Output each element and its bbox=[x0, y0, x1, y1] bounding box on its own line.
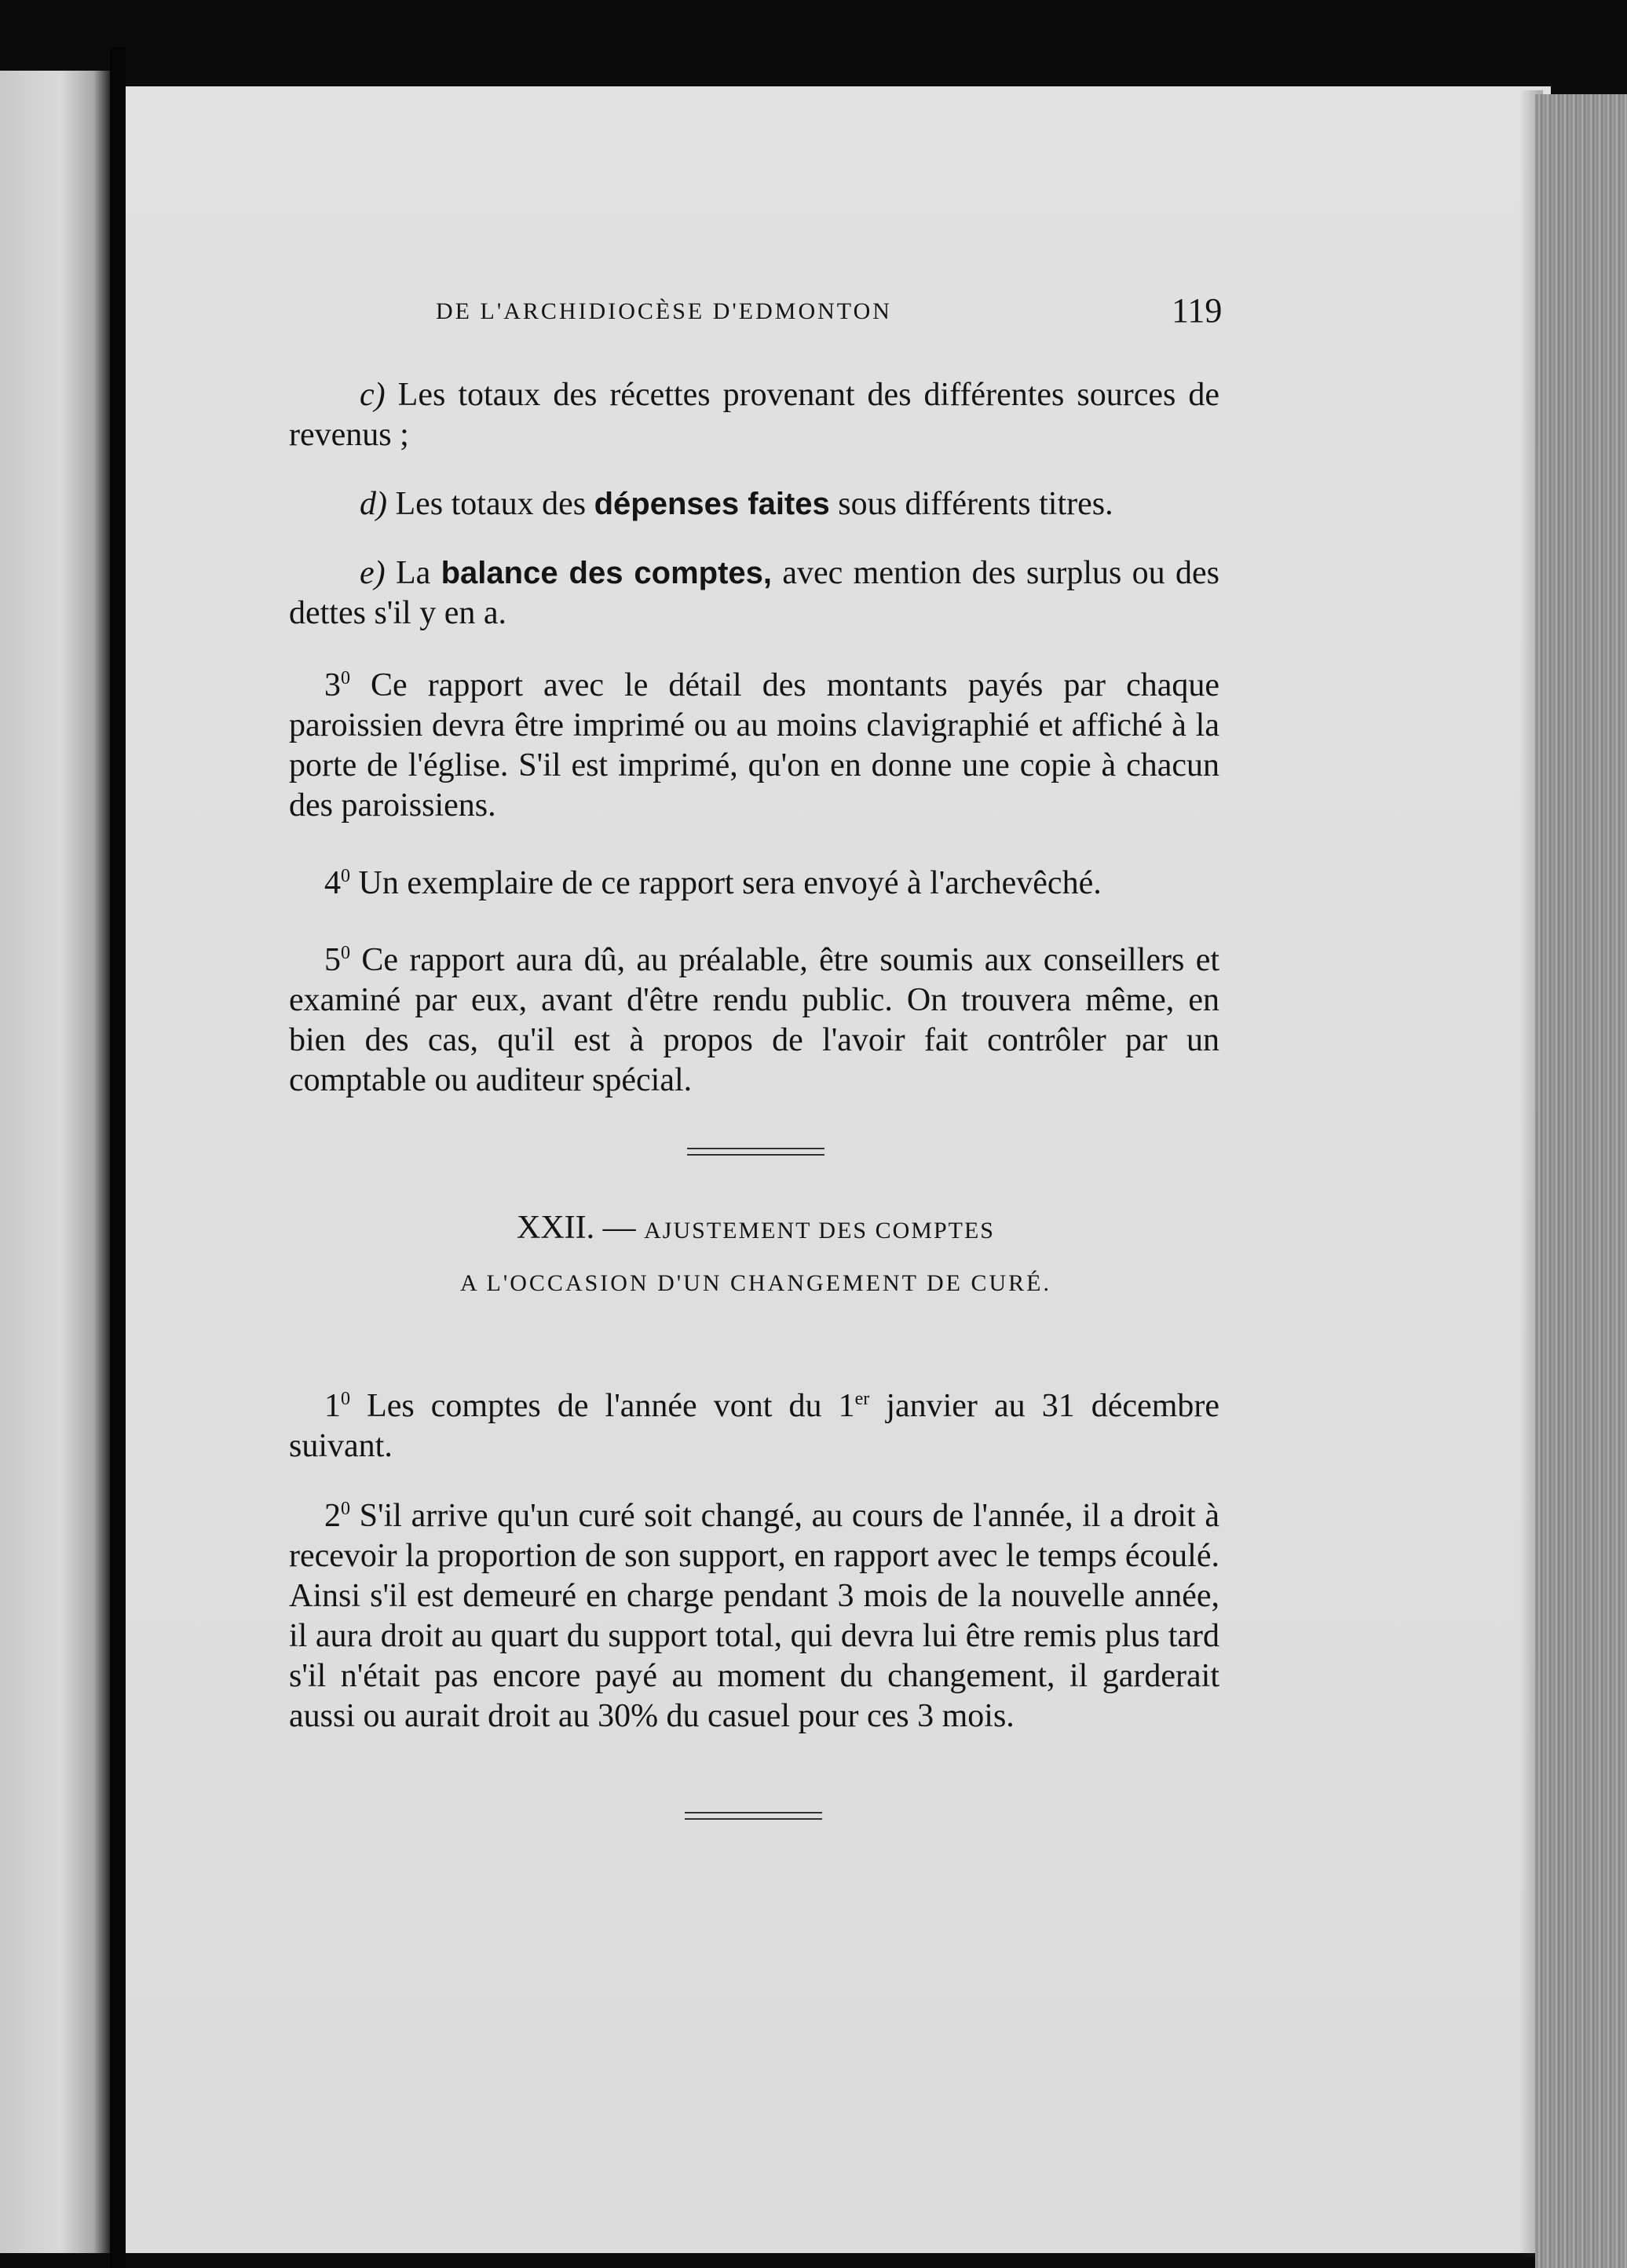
section-point-2 bbox=[289, 1496, 1219, 1737]
item-c-text: Les totaux des récettes provenant des différentes sources de revenus ; bbox=[289, 377, 1220, 453]
item-c-marker: c) bbox=[360, 377, 386, 413]
section-number: XXII. — bbox=[517, 1210, 636, 1246]
point-4-sup: 0 bbox=[341, 866, 350, 886]
section-point-2-num: 2 bbox=[324, 1498, 341, 1534]
page-number: 119 bbox=[1172, 291, 1223, 330]
section-point-1-num: 1 bbox=[324, 1388, 341, 1424]
point-4-num: 4 bbox=[324, 865, 341, 901]
point-5-num: 5 bbox=[324, 942, 341, 978]
item-e-text-before: La bbox=[395, 555, 431, 591]
section-title-line1: AJUSTEMENT DES COMPTES bbox=[644, 1218, 995, 1244]
section-title-line2: A L'OCCASION D'UN CHANGEMENT DE CURÉ. bbox=[460, 1270, 1051, 1296]
page-stack-edge bbox=[1535, 94, 1627, 2268]
section-point-1-text-before: Les comptes de l'année vont du 1 bbox=[367, 1388, 855, 1424]
section-point-1 bbox=[289, 1386, 1219, 1466]
end-divider-rule bbox=[685, 1812, 822, 1820]
book-gutter bbox=[110, 47, 126, 2268]
item-d bbox=[289, 484, 1219, 524]
section-point-1-text-sup: er bbox=[854, 1389, 870, 1409]
point-3-sup: 0 bbox=[341, 668, 350, 688]
section-divider-rule bbox=[687, 1148, 824, 1156]
item-e bbox=[289, 553, 1219, 634]
item-e-marker: e) bbox=[360, 555, 386, 591]
point-3 bbox=[289, 666, 1219, 826]
running-head: DE L'ARCHIDIOCÈSE D'EDMONTON bbox=[436, 298, 892, 324]
section-point-2-text: S'il arrive qu'un curé soit changé, au cours de l'année, il a droit à recevoir la proportion de son support, en rapport avec le temps écoulé. Ainsi s'il est demeuré en charge pendant 3 mois de la nouvelle année, il aura droit au quart du support total, qui devra lui être remis plus tard s'il n'était pas encore payé au moment du changement, il garderait aussi ou aurait droit au 30% du casuel pour ces 3 mois. bbox=[289, 1498, 1220, 1734]
item-e-text-after: avec mention des surplus ou des dettes s'il y en a. bbox=[289, 555, 1219, 631]
item-d-bold: dépenses faites bbox=[594, 487, 830, 521]
point-3-text: Ce rapport avec le détail des montants payés par chaque paroissien devra être imprimé ou au moins clavigraphié et affiché à la porte de l'église. S'il est imprimé, qu'on en donne une copie à chacun des paroissiens. bbox=[289, 667, 1220, 824]
facing-page-edge bbox=[0, 71, 110, 2253]
section-point-1-text-after: janvier au 31 décembre suivant. bbox=[289, 1388, 1219, 1464]
point-3-num: 3 bbox=[324, 667, 341, 703]
point-5-text: Ce rapport aura dû, au préalable, être soumis aux conseillers et examiné par eux, avant d'être rendu public. On trouvera même, en bien des cas, qu'il est à propos de l'avoir fait contrôler par un comptable ou auditeur spécial. bbox=[289, 942, 1220, 1098]
item-d-text-after: sous différents titres. bbox=[838, 486, 1113, 522]
item-d-marker: d) bbox=[360, 486, 387, 522]
section-point-1-sup: 0 bbox=[341, 1389, 350, 1409]
item-e-bold: balance des comptes, bbox=[441, 556, 773, 590]
point-5-sup: 0 bbox=[341, 943, 350, 963]
item-d-text-before: Les totaux des bbox=[395, 486, 587, 522]
point-4 bbox=[289, 864, 1219, 904]
section-heading bbox=[287, 1209, 1225, 1247]
point-4-text: Un exemplaire de ce rapport sera envoyé à l'archevêché. bbox=[358, 865, 1102, 901]
point-5 bbox=[289, 940, 1219, 1101]
item-c bbox=[289, 375, 1219, 455]
section-point-2-sup: 0 bbox=[341, 1499, 350, 1519]
